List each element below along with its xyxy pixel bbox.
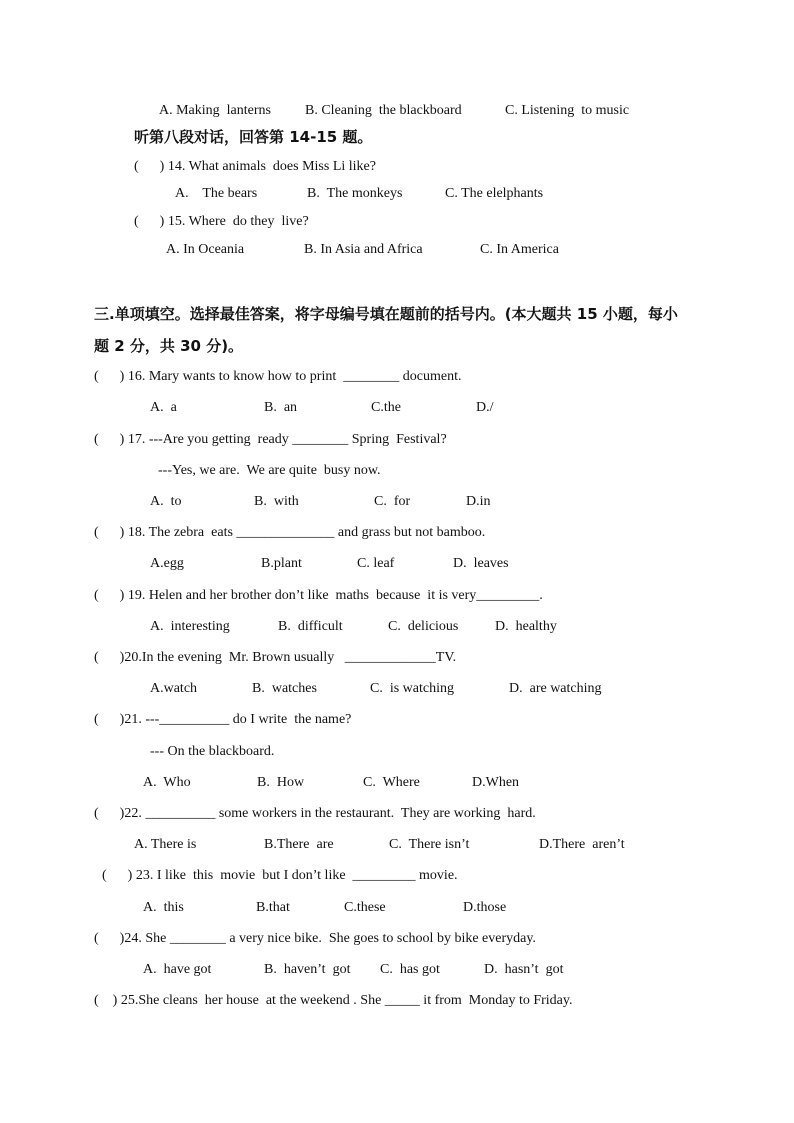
q21-option-d: D.When	[472, 775, 520, 790]
q22-stem: ( )22. __________ some workers in the restaurant. They are working hard.	[94, 806, 536, 821]
q15-option-b: B. In Asia and Africa	[304, 242, 423, 257]
q19-option-d: D. healthy	[495, 619, 557, 634]
section3-heading-line2: 题 2 分，共 30 分)。	[94, 337, 244, 355]
q18-option-b: B.plant	[261, 556, 302, 571]
q22-option-d: D.There aren’t	[539, 837, 625, 852]
q17-option-a: A. to	[150, 494, 182, 509]
q23-option-d: D.those	[463, 900, 507, 915]
q18-option-d: D. leaves	[453, 556, 509, 571]
q24-option-a: A. have got	[143, 962, 212, 977]
q19-stem: ( ) 19. Helen and her brother don’t like maths because it is very_________.	[94, 588, 543, 603]
q23-option-c: C.these	[344, 900, 386, 915]
q21-option-b: B. How	[257, 775, 305, 790]
q22-option-b: B.There are	[264, 837, 334, 852]
q24-option-b: B. haven’t got	[264, 962, 351, 977]
q15-option-c: C. In America	[480, 242, 559, 257]
q20-stem: ( )20.In the evening Mr. Brown usually _____________TV.	[94, 650, 457, 665]
q21-option-c: C. Where	[363, 775, 420, 790]
q14-stem: ( ) 14. What animals does Miss Li like?	[134, 159, 376, 174]
q24-option-c: C. has got	[380, 962, 440, 977]
q15-stem: ( ) 15. Where do they live?	[134, 214, 309, 229]
q20-option-b: B. watches	[252, 681, 317, 696]
q14-option-a: A. The bears	[175, 186, 258, 201]
q21-option-a: A. Who	[143, 775, 191, 790]
q18-option-c: C. leaf	[357, 556, 395, 571]
q16-option-a: A. a	[150, 400, 177, 415]
q22-option-c: C. There isn’t	[389, 837, 470, 852]
q21-stem: ( )21. ---__________ do I write the name?	[94, 712, 352, 727]
q23-stem: ( ) 23. I like this movie but I don’t like _________ movie.	[102, 868, 458, 883]
option-c: C. Listening to music	[505, 103, 630, 118]
q16-stem: ( ) 16. Mary wants to know how to print ________ document.	[94, 369, 462, 384]
section3-heading-line1: 三.单项填空。选择最佳答案，将字母编号填在题前的括号内。(本大题共 15 小题，每小	[94, 305, 678, 323]
q23-option-b: B.that	[256, 900, 290, 915]
q17-option-b: B. with	[254, 494, 299, 509]
q17-reply: ---Yes, we are. We are quite busy now.	[158, 463, 381, 478]
q24-option-d: D. hasn’t got	[484, 962, 564, 977]
q19-option-a: A. interesting	[150, 619, 230, 634]
option-b: B. Cleaning the blackboard	[305, 103, 462, 118]
q16-option-c: C.the	[371, 400, 401, 415]
q17-option-d: D.in	[466, 494, 491, 509]
q18-stem: ( ) 18. The zebra eats ______________ and grass but not bamboo.	[94, 525, 486, 540]
q20-option-a: A.watch	[150, 681, 198, 696]
q19-option-b: B. difficult	[278, 619, 343, 634]
q14-option-c: C. The elelphants	[445, 186, 544, 201]
q17-stem: ( ) 17. ---Are you getting ready ________ Spring Festival?	[94, 432, 447, 447]
q20-option-d: D. are watching	[509, 681, 602, 696]
q17-option-c: C. for	[374, 494, 411, 509]
q18-option-a: A.egg	[150, 556, 184, 571]
q25-stem: ( ) 25.She cleans her house at the weekend . She _____ it from Monday to Friday.	[94, 993, 573, 1008]
q22-option-a: A. There is	[134, 837, 197, 852]
q24-stem: ( )24. She ________ a very nice bike. She goes to school by bike everyday.	[94, 931, 536, 946]
q19-option-c: C. delicious	[388, 619, 459, 634]
q15-option-a: A. In Oceania	[166, 242, 245, 257]
section8-instruction: 听第八段对话，回答第 14-15 题。	[134, 128, 373, 146]
q21-reply: --- On the blackboard.	[150, 744, 275, 759]
q23-option-a: A. this	[143, 900, 184, 915]
q16-option-b: B. an	[264, 400, 298, 415]
q16-option-d: D./	[476, 400, 494, 415]
q20-option-c: C. is watching	[370, 681, 454, 696]
option-a: A. Making lanterns	[159, 103, 271, 118]
q14-option-b: B. The monkeys	[307, 186, 403, 201]
